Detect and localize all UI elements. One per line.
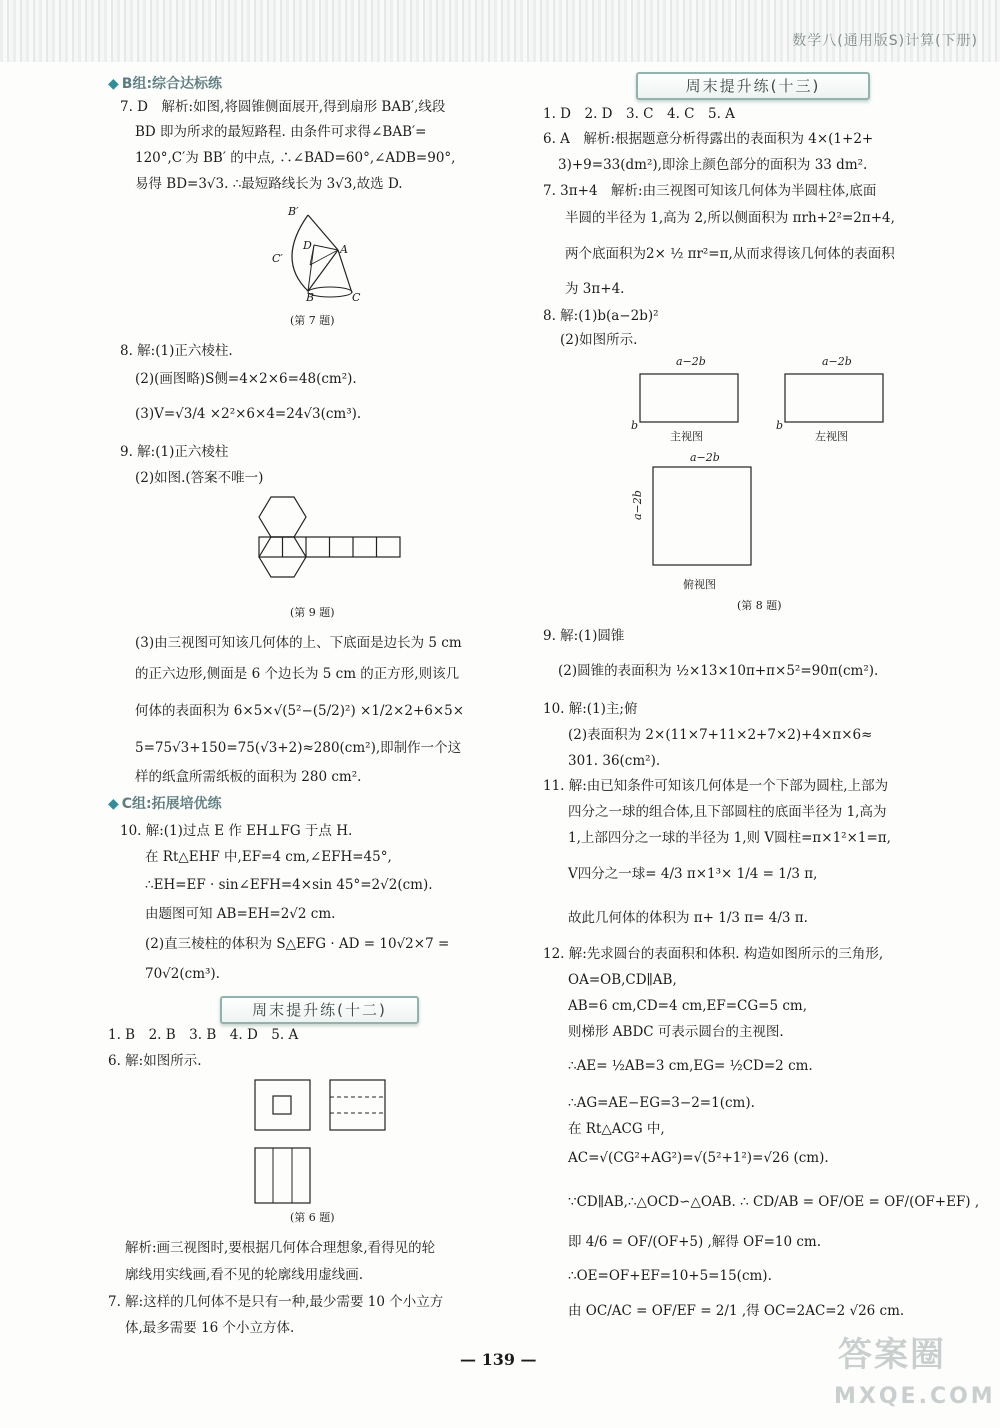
q6-analysis-line-1: 解析:画三视图时,要根据几何体合理想象,看得见的轮 [125, 1240, 436, 1256]
q9b-line-1: (3)由三视图可知该几何体的上、下底面是边长为 5 cm [135, 635, 462, 651]
q10-line-2: 在 Rt△EHF 中,EF=4 cm,∠EFH=45°, [145, 849, 392, 865]
r-q11-line-3: 1,上部四分之一球的半径为 1,则 V圆柱=π×1²×1=π, [568, 830, 891, 846]
answers-12: 1. B 2. B 3. B 4. D 5. A [108, 1027, 299, 1043]
q10-line-3: ∴EH=EF · sin∠EFH=4×sin 45°=2√2(cm). [145, 877, 433, 893]
q7-line-4: 易得 BD=3√3. ∴最短路线长为 3√3,故选 D. [135, 176, 403, 192]
q7b-line-1: 7. 解:这样的几何体不是只有一种,最少需要 10 个小立方 [108, 1294, 444, 1310]
r-q12-line-2: OA=OB,CD∥AB, [568, 972, 677, 988]
q7-line-2: BD 即为所求的最短路程. 由条件可求得∠BAB′= [135, 124, 427, 140]
r-q12-line-1: 12. 解:先求圆台的表面积和体积. 构造如图所示的三角形, [543, 946, 884, 962]
r-q12-line-12: 由 OC/AC = OF/EF = 2/1 ,得 OC=2AC=2 √26 cm. [568, 1303, 905, 1319]
r-q11-line-4: V四分之一球= 4/3 π×1³× 1/4 = 1/3 π, [568, 866, 818, 882]
fig8-bottom-top-label: a−2b [690, 451, 720, 464]
section-c-heading: ◆ C组:拓展培优练 [108, 796, 222, 812]
q7-line-3: 120°,C′为 BB′ 的中点, ∴∠BAD=60°,∠ADB=90°, [135, 150, 456, 166]
q8-line-3: (3)V=√3/4 ×2²×6×4=24√3(cm³). [135, 406, 362, 422]
q8-line-2: (2)(画图略)S侧=4×2×6=48(cm²). [135, 371, 357, 387]
r-q12-line-7: 在 Rt△ACG 中, [568, 1121, 665, 1137]
diamond-bullet-icon: ◆ [108, 76, 119, 92]
q6-analysis-line-2: 廓线用实线画,看不见的轮廓线用虚线画. [125, 1267, 364, 1283]
q10-line-6: 70√2(cm³). [145, 966, 220, 982]
r-q12-line-11: ∴OE=OF+EF=10+5=15(cm). [568, 1268, 772, 1284]
page-number: — 139 — [460, 1350, 537, 1369]
banner-weekend-12: 周末提升练(十二) [220, 996, 419, 1024]
r-q7-line-1: 7. 3π+4 解析:由三视图可知该几何体为半圆柱体,底面 [543, 183, 877, 199]
r-q6-line-2: 3)+9=33(dm²),即涂上颜色部分的面积为 33 dm². [558, 157, 868, 173]
fig9-caption: (第 9 题) [290, 606, 335, 619]
fig8-caption: (第 8 题) [737, 599, 782, 612]
r-q7-line-2: 半圆的半径为 1,高为 2,所以侧面积为 πrh+2²=2π+4, [565, 210, 895, 226]
r-q8-line-1: 8. 解:(1)b(a−2b)² [543, 308, 659, 324]
r-q12-line-5: ∴AE= ½AB=3 cm,EG= ½CD=2 cm. [568, 1058, 813, 1074]
q9b-line-3: 何体的表面积为 6×5×√(5²−(5/2)²) ×1/2×2+6×5× [135, 703, 465, 719]
r-q12-line-6: ∴AG=AE−EG=3−2=1(cm). [568, 1095, 755, 1111]
figure-9-net [248, 493, 408, 603]
q10-line-1: 10. 解:(1)过点 E 作 EH⊥FG 于点 H. [120, 823, 353, 839]
r-q8-line-2: (2)如图所示. [560, 332, 638, 348]
q9b-line-2: 的正六边形,侧面是 6 个边长为 5 cm 的正方形,则该几 [135, 666, 460, 682]
q10-line-5: (2)直三棱柱的体积为 S△EFG · AD = 10√2×7 = [145, 936, 450, 952]
figure-7-cone [270, 205, 370, 305]
r-q12-line-8: AC=√(CG²+AG²)=√(5²+1²)=√26 (cm). [568, 1150, 829, 1166]
q10-line-4: 由题图可知 AB=EH=2√2 cm. [145, 906, 336, 922]
banner-weekend-13: 周末提升练(十三) [636, 72, 870, 100]
fig7-label-c: C [352, 291, 361, 304]
q7b-line-2: 体,最多需要 16 个小立方体. [125, 1320, 295, 1336]
r-q12-line-10: 即 4/6 = OF/(OF+5) ,解得 OF=10 cm. [568, 1234, 822, 1250]
watermark-logo: 答案圈 MXQE.COM [834, 1335, 996, 1409]
q9b-line-5: 样的纸盒所需纸板的面积为 280 cm². [135, 769, 362, 785]
fig8-bottom-side-label: a−2b [631, 490, 644, 520]
r-q12-line-3: AB=6 cm,CD=4 cm,EF=CG=5 cm, [568, 998, 808, 1014]
fig8-top-left-label: a−2b [676, 355, 706, 368]
r-q10-line-2: (2)表面积为 2×(11×7+11×2+7×2)+4×π×6≈ [568, 727, 873, 743]
answers-13: 1. D 2. D 3. C 4. C 5. A [543, 106, 735, 122]
fig7-label-b-prime: B′ [288, 205, 299, 218]
q8-line-1: 8. 解:(1)正六棱柱. [120, 343, 233, 359]
r-q7-line-3: 两个底面积为2× ½ πr²=π,从而求得该几何体的表面积 [565, 246, 895, 262]
q6-line: 6. 解:如图所示. [108, 1053, 202, 1069]
fig8-left-view-label: 左视图 [815, 430, 848, 443]
diamond-bullet-icon: ◆ [108, 796, 119, 812]
r-q11-line-5: 故此几何体的体积为 π+ 1/3 π= 4/3 π. [568, 910, 808, 926]
fig6-caption: (第 6 题) [290, 1211, 335, 1224]
fig7-label-a: A [340, 243, 348, 256]
r-q11-line-2: 四分之一球的组合体,且下部圆柱的底面半径为 1,高为 [568, 804, 887, 820]
q9-line-1: 9. 解:(1)正六棱柱 [120, 444, 229, 460]
fig7-label-d: D [303, 239, 312, 252]
q7-line-1: 7. D 解析:如图,将圆锥侧面展开,得到扇形 BAB′,线段 [120, 99, 446, 115]
r-q10-line-1: 10. 解:(1)主;俯 [543, 701, 638, 717]
figure-6-views [255, 1080, 395, 1220]
fig8-side-b-left: b [631, 419, 639, 432]
r-q11-line-1: 11. 解:由已知条件可知该几何体是一个下部为圆柱,上部为 [543, 778, 889, 794]
header-series-text: 数学八(通用版S)计算(下册) [792, 33, 978, 49]
fig7-label-b: B [306, 291, 315, 304]
r-q12-line-9: ∵CD∥AB,∴△OCD∽△OAB. ∴ CD/AB = OF/OE = OF/(OF+EF) , [568, 1194, 980, 1210]
fig7-label-c-prime: C′ [272, 252, 283, 265]
header-band [0, 0, 1000, 62]
q9b-line-4: 5=75√3+150=75(√3+2)≈280(cm²),即制作一个这 [135, 740, 462, 756]
fig8-main-view-label: 主视图 [670, 430, 703, 443]
figure-8-views [630, 350, 890, 580]
r-q9-line-1: 9. 解:(1)圆锥 [543, 628, 625, 644]
r-q12-line-4: 则梯形 ABDC 可表示圆台的主视图. [568, 1024, 784, 1040]
fig8-top-view-label: 俯视图 [683, 578, 716, 591]
q9-line-2: (2)如图.(答案不唯一) [135, 470, 264, 486]
fig7-caption: (第 7 题) [290, 314, 335, 327]
section-b-heading: ◆ B组:综合达标练 [108, 76, 223, 92]
fig8-side-b-right: b [776, 419, 784, 432]
r-q6-line-1: 6. A 解析:根据题意分析得露出的表面积为 4×(1+2+ [543, 131, 874, 147]
r-q10-line-3: 301. 36(cm²). [568, 753, 661, 769]
r-q7-line-4: 为 3π+4. [565, 281, 625, 297]
fig8-top-right-label: a−2b [822, 355, 852, 368]
r-q9-line-2: (2)圆锥的表面积为 ½×13×10π+π×5²=90π(cm²). [558, 663, 879, 679]
